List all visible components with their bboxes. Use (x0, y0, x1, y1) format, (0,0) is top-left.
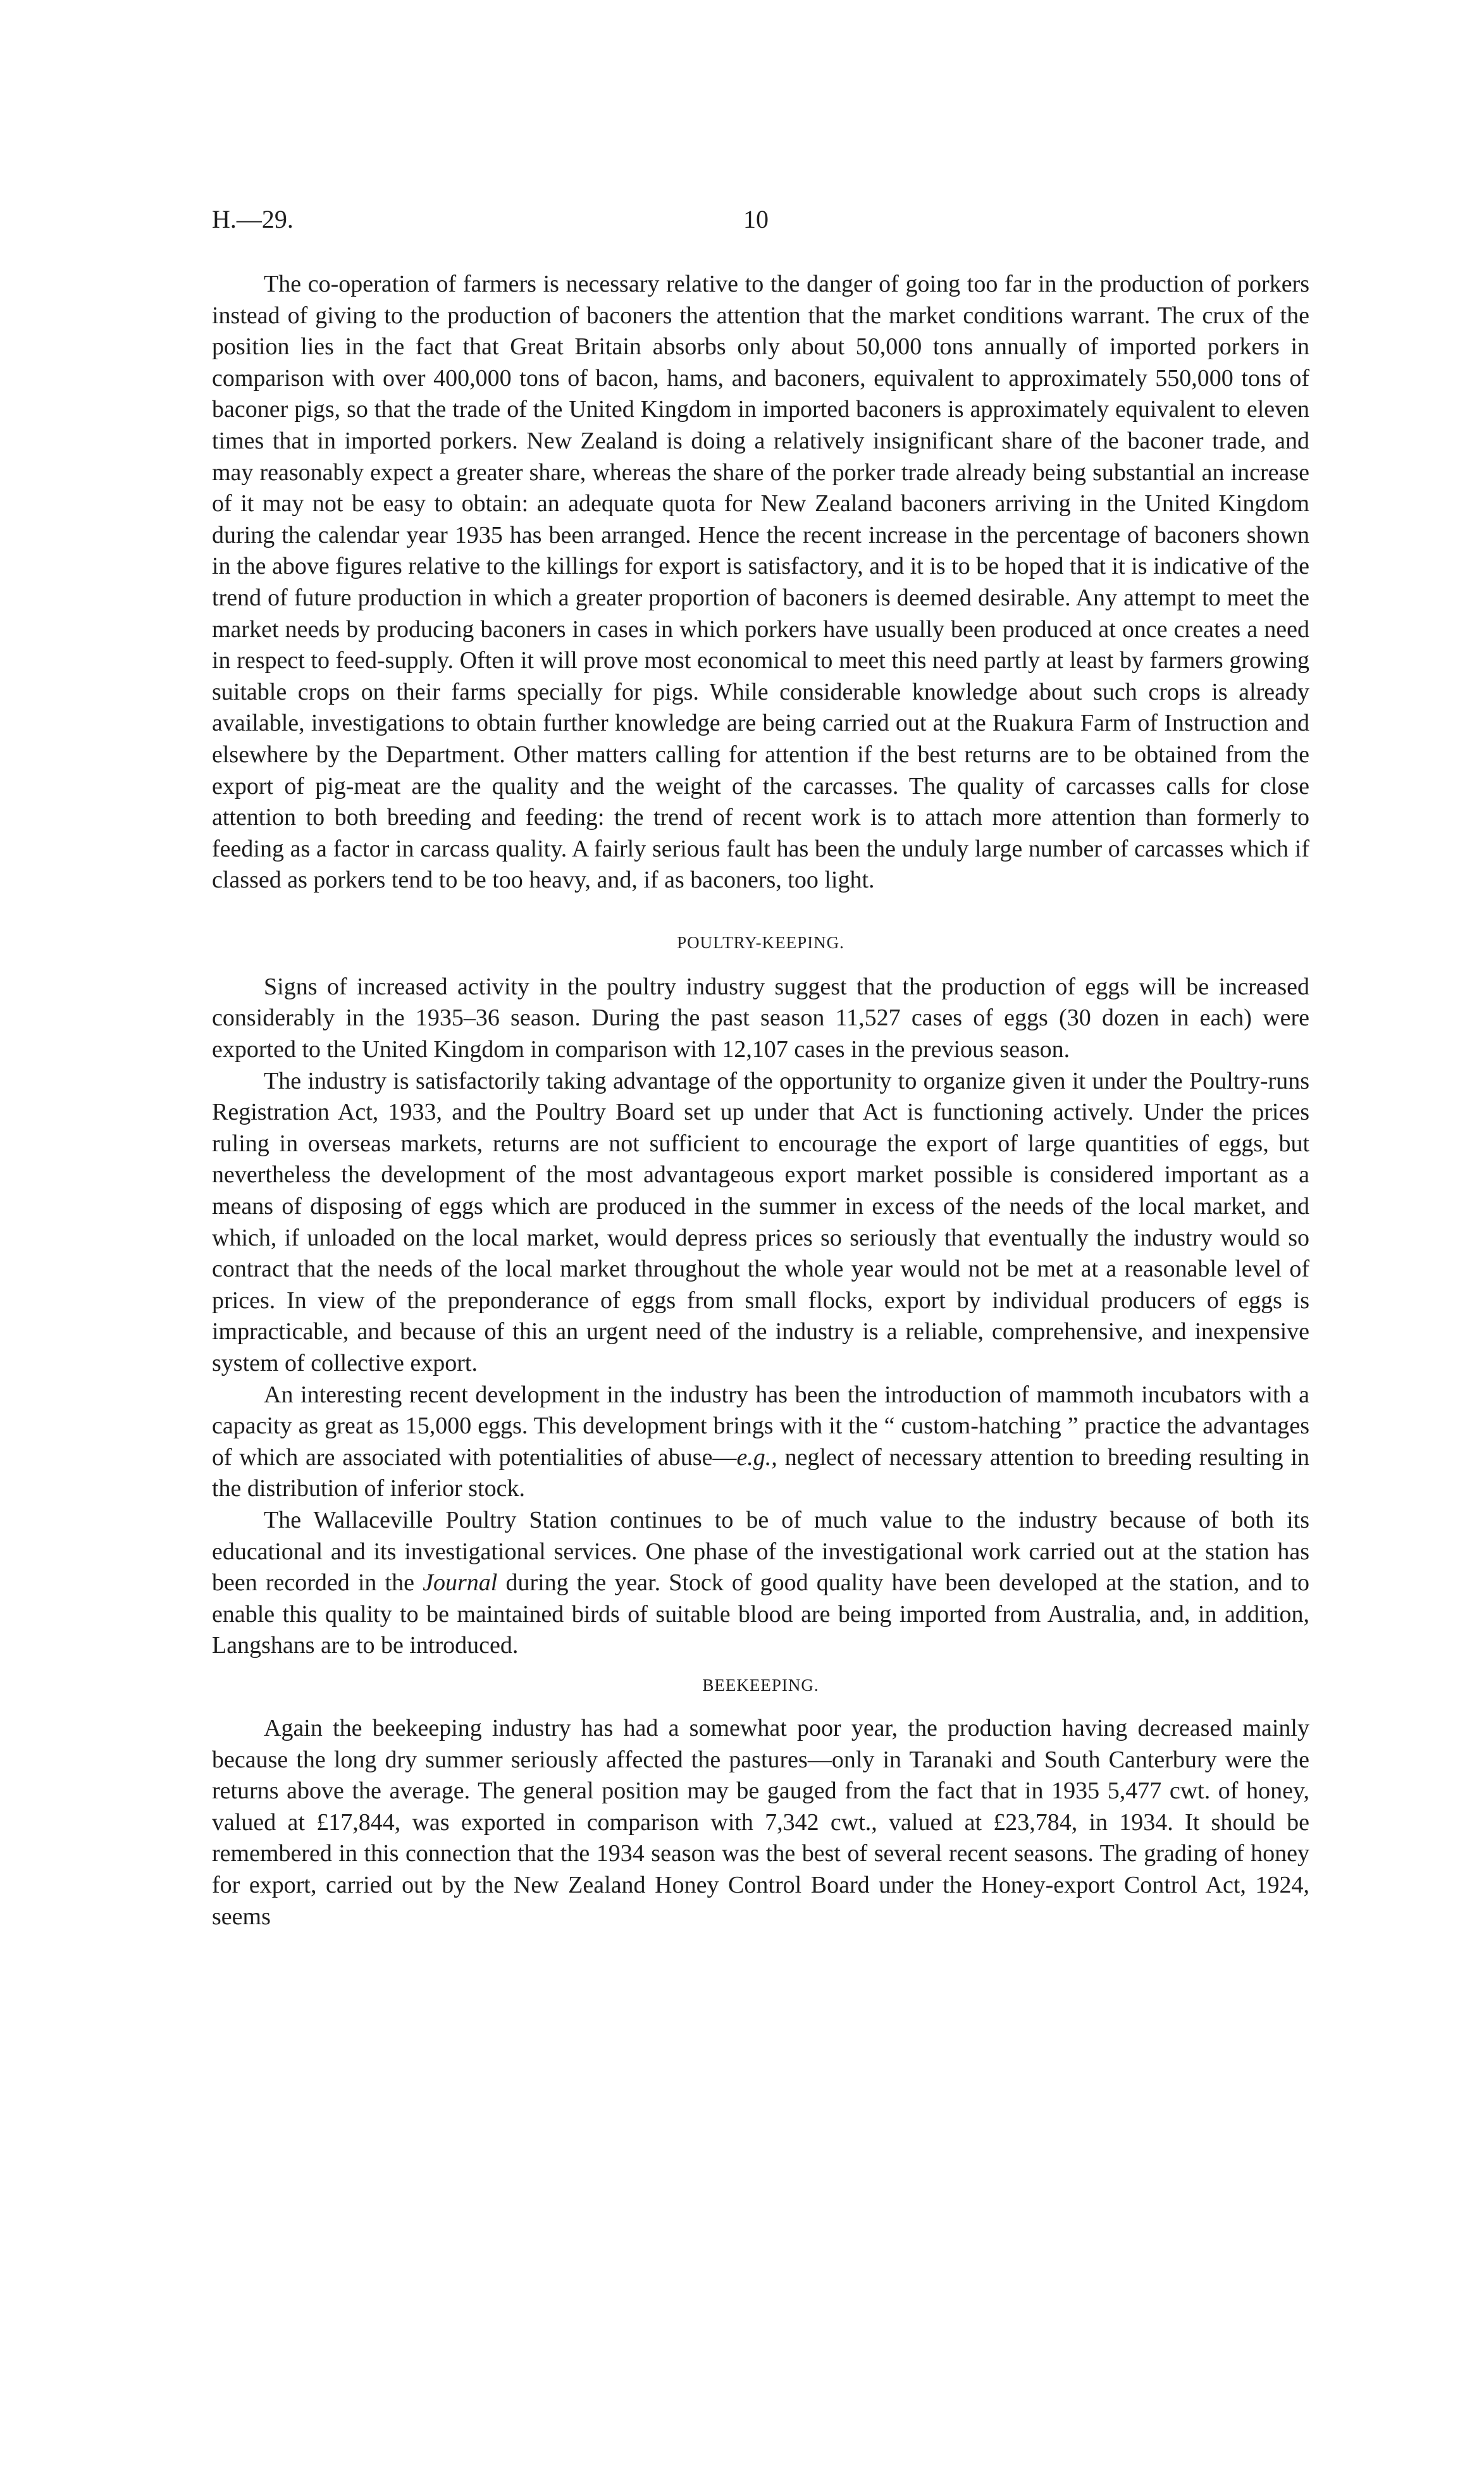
poultry-paragraph-3 (212, 1380, 1309, 1505)
section-heading-poultry: POULTRY-KEEPING. (677, 932, 844, 952)
page-number: 10 (743, 205, 769, 233)
intro-paragraph: The co-operation of farmers is necessary relative to the danger of going too far in the production of porkers instead of giving to the production of baconers the attention that the market conditions warrant. The crux of the position lies in the fact that Great Britain absorbs only about 50,000 tons annually of imported porkers in comparison with over 400,000 tons of bacon, hams, and baconers, equivalent to approximately 550,000 tons of baconer pigs, so that the trade of the United Kingdom in imported baconers is approximately equivalent to eleven times that in imported porkers. New Zealand is doing a relatively insignificant share of the baconer trade, and may reasonably expect a greater share, whereas the share of the porker trade already being substantial an increase of it may not be easy to obtain: an adequate quota for New Zealand baconers arriving in the United Kingdom during the calendar year 1935 has been arranged. Hence the recent increase in the percentage of baconers shown in the above figures relative to the killings for export is satisfactory, and it is to be hoped that it is indicative of the trend of future production in which a greater proportion of baconers is deemed desirable. Any attempt to meet the market needs by producing baconers in cases in which porkers have usually been produced at once creates a need in respect to feed-supply. Often it will prove most economical to meet this need partly at least by farmers growing suitable crops on their farms specially for pigs. While considerable knowledge about such crops is already available, investigations to obtain further knowledge are being carried out at the Ruakura Farm of Instruction and elsewhere by the Department. Other matters calling for attention if the best returns are to be obtained from the export of pig-meat are the quality and the weight of the carcasses. The quality of carcasses calls for close attention to both breeding and feeding: the trend of recent work is to attach more attention than formerly to feeding as a factor in carcass quality. A fairly serious fault has been the unduly large number of carcasses which if classed as porkers tend to be too heavy, and, if as baconers, too light. (212, 271, 1309, 894)
document-reference: H.—29. (212, 205, 294, 233)
poultry-paragraph-4-journal: Journal (423, 1569, 498, 1597)
poultry-paragraph-3-eg: e.g., (736, 1444, 777, 1471)
section-heading-beekeeping: BEEKEEPING. (702, 1675, 819, 1695)
beekeeping-paragraph-1: Again the beekeeping industry has had a somewhat poor year, the production having decreased mainly because the long dry summer seriously affected the pastures—only in Taranaki and South Canterbury were the returns above the average. The general position may be gauged from the fact that in 1935 5,477 cwt. of honey, valued at £17,844, was exported in comparison with 7,342 cwt., valued at £23,784, in 1934. It should be remembered in this connection that the 1934 season was the best of several recent seasons. The grading of honey for export, carried out by the New Zealand Honey Control Board under the Honey-export Control Act, 1924, seems (212, 1714, 1309, 1930)
poultry-paragraph-4-text-a: The Wallaceville Poultry Station continues to be of much value to the industry because of both its educational and its investigational services. One phase of the investigational work carried out at the station has been recorded in the (212, 1506, 1309, 1597)
document-body (212, 269, 1309, 1932)
poultry-paragraph-4-text-b: during the year. Stock of good quality have been developed at the station, and to enable this quality to be maintained birds of suitable blood are being imported from Australia, and, in addition, Langshans are to be introduced. (212, 1569, 1310, 1659)
poultry-paragraph-3-text-b: neglect of necessary attention to breeding resulting in the distribution of inferior stock. (212, 1444, 1309, 1502)
poultry-paragraph-1: Signs of increased activity in the poultry industry suggest that the production of eggs will be increased considerably in the 1935–36 season. During the past season 11,527 cases of eggs (30 dozen in each) were exported to the United Kingdom in comparison with 12,107 cases in the previous season. (212, 973, 1309, 1063)
page-header (212, 204, 1309, 242)
poultry-paragraph-2: The industry is satisfactorily taking advantage of the opportunity to organize given it under the Poultry-runs Registration Act, 1933, and the Poultry Board set up under that Act is functioning actively. Under the prices ruling in overseas markets, returns are not sufficient to encourage the export of large quantities of eggs, but nevertheless the development of the most advantageous export market possible is considered important as a means of disposing of eggs which are produced in the summer in excess of the needs of the local market, and which, if unloaded on the local market, would depress prices so seriously that eventually the industry would so contract that the needs of the local market throughout the whole year would not be met at a reasonable level of prices. In view of the preponderance of eggs from small flocks, export by individual producers of eggs is impracticable, and because of this an urgent need of the industry is a reliable, comprehensive, and inexpensive system of collective export. (212, 1067, 1309, 1376)
poultry-paragraph-4 (212, 1505, 1309, 1662)
poultry-paragraph-3-text-a: An interesting recent development in the industry has been the introduction of mammoth incubators with a capacity as great as 15,000 eggs. This development brings with it the “ custom-hatching ” practice the advantages of which are associated with potentialities of abuse— (212, 1381, 1309, 1471)
